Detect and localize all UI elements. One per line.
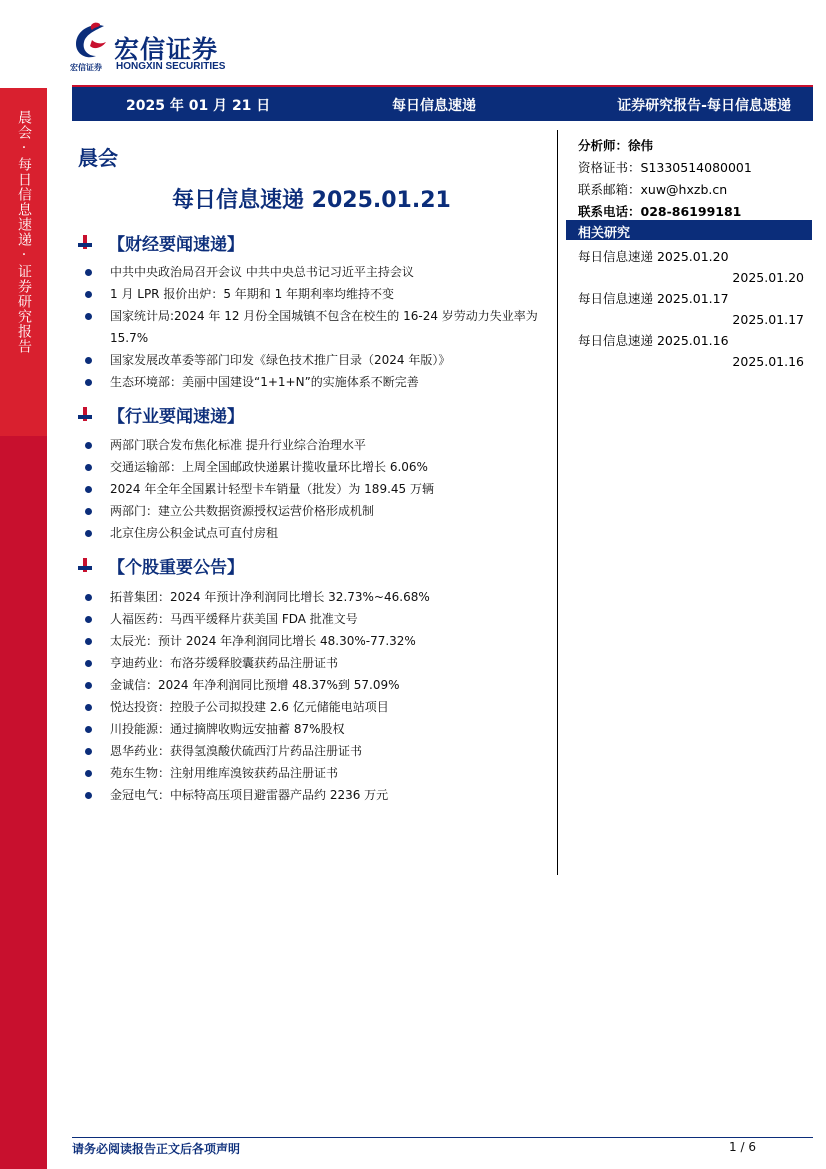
header-bar — [72, 85, 813, 121]
logo-english-name: HONGXIN SECURITIES — [116, 61, 226, 72]
related-research-list — [578, 246, 808, 372]
list-item: 金冠电气：中标特高压项目避雷器产品约 2236 万元 — [80, 784, 550, 806]
stock-announcements-list — [80, 586, 550, 806]
analyst-email: 联系邮箱：xuw@hxzb.cn — [578, 182, 728, 197]
related-item[interactable]: 每日信息速递 2025.01.17 2025.01.17 — [578, 291, 804, 327]
list-item: 悦达投资：控股子公司拟投建 2.6 亿元储能电站项目 — [80, 696, 550, 718]
section-title: 【个股重要公告】 — [108, 558, 244, 578]
bullet-icon — [85, 682, 92, 689]
bullet-icon — [85, 357, 92, 364]
report-category: 晨会 — [78, 146, 118, 170]
list-item: 太辰光：预计 2024 年净利润同比增长 48.30%-77.32% — [80, 630, 550, 652]
list-item: 交通运输部：上周全国邮政快递累计揽收量环比增长 6.06% — [80, 456, 550, 478]
related-item[interactable]: 每日信息速递 2025.01.16 2025.01.16 — [578, 333, 804, 369]
list-item: 亨迪药业：布洛芬缓释胶囊获药品注册证书 — [80, 652, 550, 674]
list-item: 苑东生物：注射用维库溴铵获药品注册证书 — [80, 762, 550, 784]
section-heading-finance — [78, 229, 378, 257]
list-item: 拓普集团：2024 年预计净利润同比增长 32.73%~46.68% — [80, 586, 550, 608]
section-marker-icon — [78, 235, 92, 249]
bullet-icon — [85, 442, 92, 449]
section-title: 【行业要闻速递】 — [108, 407, 244, 427]
list-item: 两部门：建立公共数据资源授权运营价格形成机制 — [80, 500, 550, 522]
bullet-icon — [85, 486, 92, 493]
industry-news-list — [80, 434, 550, 544]
section-heading-industry — [78, 401, 378, 429]
bullet-icon — [85, 748, 92, 755]
list-item: 2024 年全年全国累计轻型卡车销量（批发）为 189.45 万辆 — [80, 478, 550, 500]
list-item: 国家统计局:2024 年 12 月份全国城镇不包含在校生的 16-24 岁劳动力失业率为 15.7% — [80, 305, 550, 349]
analyst-cert: 资格证书：S1330514080001 — [578, 160, 752, 175]
logo-mark-icon — [70, 20, 114, 64]
company-logo — [70, 18, 250, 74]
logo-small-name: 宏信证券 — [70, 63, 102, 72]
list-item: 生态环境部：美丽中国建设“1+1+N”的实施体系不断完善 — [80, 371, 550, 393]
section-heading-stocks — [78, 552, 378, 580]
sidebar-label: 晨会·每日信息速递·证券研究报告 — [16, 110, 32, 354]
section-marker-icon — [78, 407, 92, 421]
bullet-icon — [85, 313, 92, 320]
list-item: 金诚信：2024 年净利润同比预增 48.37%到 57.09% — [80, 674, 550, 696]
bullet-icon — [85, 792, 92, 799]
list-item: 恩华药业：获得氢溴酸伏硫西汀片药品注册证书 — [80, 740, 550, 762]
related-item[interactable]: 每日信息速递 2025.01.20 2025.01.20 — [578, 249, 804, 285]
sidebar-label-block — [0, 88, 47, 436]
sidebar-band — [0, 88, 47, 1169]
bullet-icon — [85, 508, 92, 515]
section-title: 【财经要闻速递】 — [108, 235, 244, 255]
list-item: 1 月 LPR 报价出炉：5 年期和 1 年期利率均维持不变 — [80, 283, 550, 305]
bullet-icon — [85, 638, 92, 645]
report-series: 每日信息速递 — [392, 98, 476, 114]
list-item: 中共中央政治局召开会议 中共中央总书记习近平主持会议 — [80, 261, 550, 283]
bullet-icon — [85, 291, 92, 298]
finance-news-list — [80, 261, 550, 393]
analyst-phone: 联系电话：028-86199181 — [578, 204, 742, 219]
bullet-icon — [85, 726, 92, 733]
disclaimer-notice: 请务必阅读报告正文后各项声明 — [72, 1142, 241, 1156]
bullet-icon — [85, 704, 92, 711]
report-date: 2025 年 01 月 21 日 — [126, 98, 271, 114]
related-research-heading: 相关研究 — [566, 220, 812, 240]
section-marker-icon — [78, 558, 92, 572]
column-divider — [557, 130, 558, 875]
list-item: 川投能源：通过摘牌收购远安抽蓄 87%股权 — [80, 718, 550, 740]
bullet-icon — [85, 530, 92, 537]
list-item: 国家发展改革委等部门印发《绿色技术推广目录（2024 年版）》 — [80, 349, 550, 371]
report-type: 证券研究报告-每日信息速递 — [617, 98, 791, 114]
list-item: 两部门联合发布焦化标准 提升行业综合治理水平 — [80, 434, 550, 456]
bullet-icon — [85, 464, 92, 471]
analyst-name: 分析师：徐伟 — [578, 138, 654, 153]
bullet-icon — [85, 269, 92, 276]
footer-divider — [72, 1137, 813, 1138]
bullet-icon — [85, 594, 92, 601]
bullet-icon — [85, 616, 92, 623]
analyst-info — [578, 135, 814, 223]
bullet-icon — [85, 660, 92, 667]
page-title: 每日信息速递 2025.01.21 — [172, 188, 451, 213]
list-item: 北京住房公积金试点可直付房租 — [80, 522, 550, 544]
page-number: 1 / 6 — [729, 1140, 756, 1154]
bullet-icon — [85, 770, 92, 777]
list-item: 人福医药：马西平缓释片获美国 FDA 批准文号 — [80, 608, 550, 630]
logo-chinese-name: 宏信证券 — [114, 35, 219, 64]
bullet-icon — [85, 379, 92, 386]
